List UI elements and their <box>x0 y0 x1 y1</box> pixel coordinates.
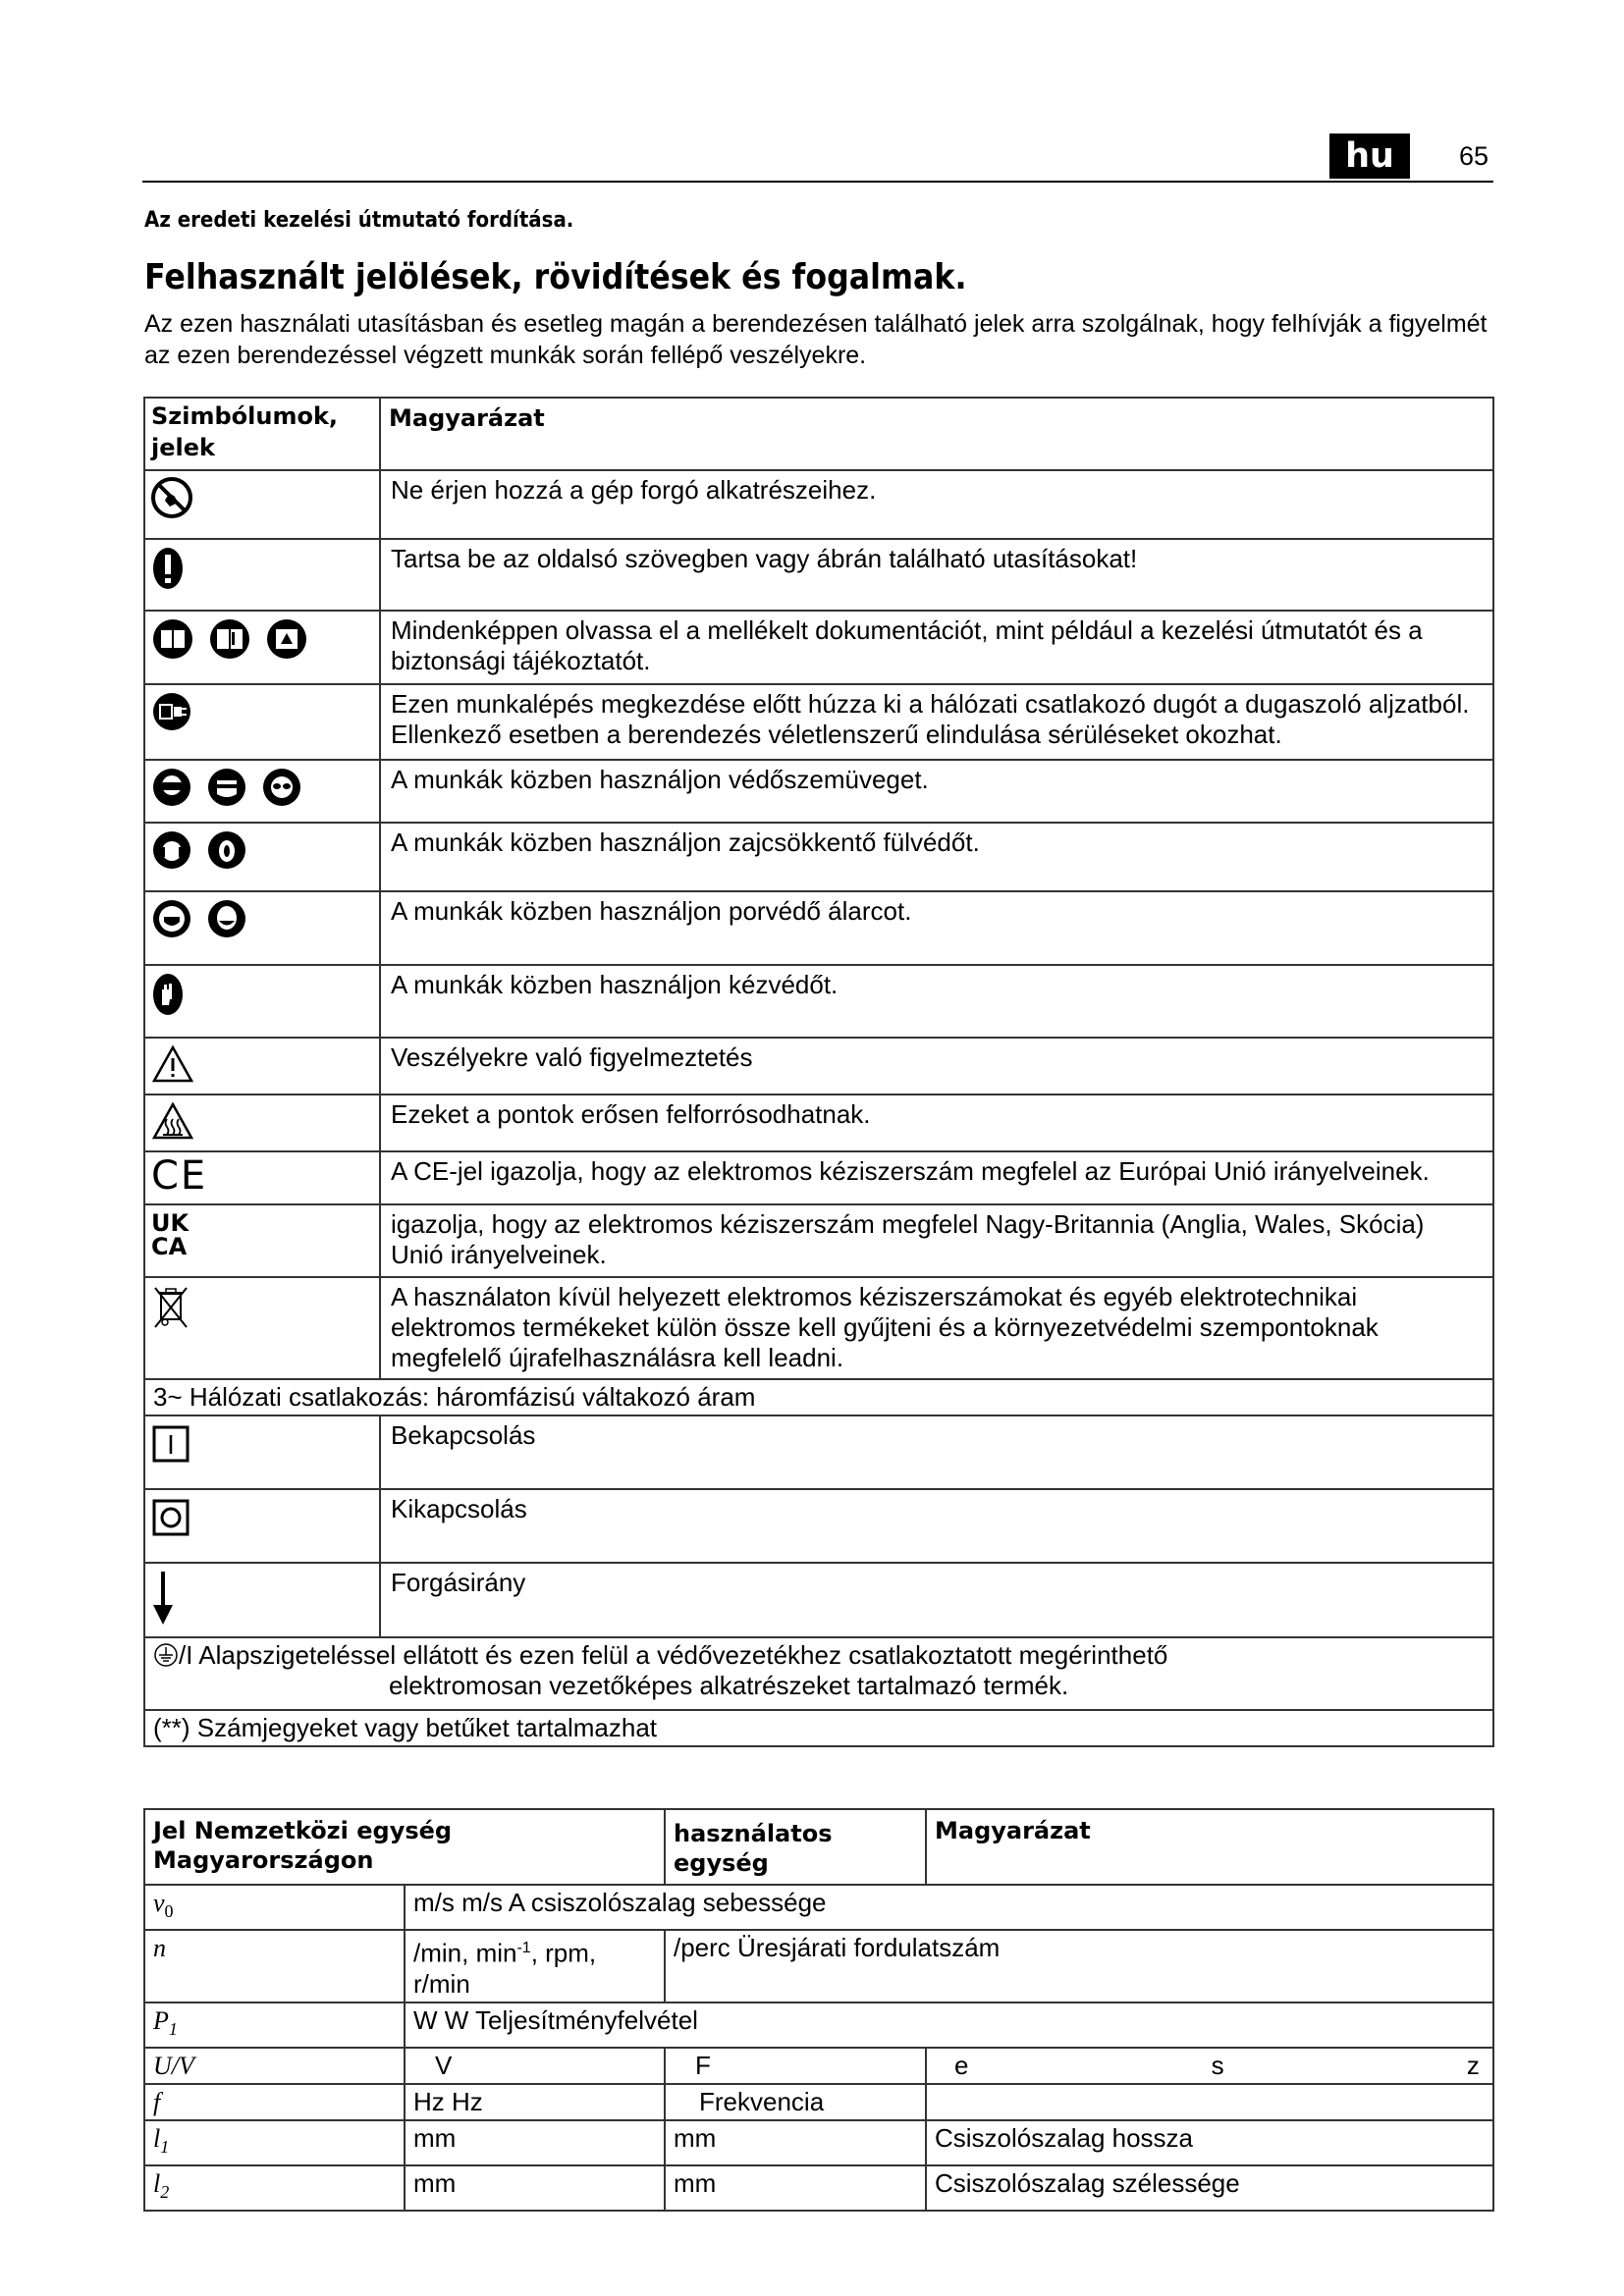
unit-text: /perc Üresjárati fordulatszám <box>665 1930 1493 2002</box>
units-header-local: használatos egység <box>665 1809 926 1885</box>
unit-text: e s z <box>926 2048 1493 2084</box>
dust-mask-icon <box>151 898 192 939</box>
language-badge: hu <box>1329 133 1410 179</box>
unit-symbol: f <box>144 2084 405 2120</box>
switch-on-label: I <box>167 1431 175 1461</box>
symbol-row-text: A CE-jel igazolja, hogy az elektromos kéziszerszám megfelel az Európai Unió irányelveinek. <box>380 1151 1493 1204</box>
protective-earth-row <box>144 1637 1493 1710</box>
no-touch-rotating-parts-icon <box>151 477 192 518</box>
symbol-row-text: A munkák közben használjon zajcsökkentő fülvédőt. <box>380 823 1493 891</box>
units-row <box>144 2120 1493 2165</box>
unit-symbol: n <box>144 1930 405 2002</box>
unit-text: Csiszolószalag hossza <box>926 2120 1493 2165</box>
ce-mark-icon: CE <box>151 1153 208 1199</box>
hot-surface-icon <box>151 1101 194 1141</box>
footnote-row: (**) Számjegyeket vagy betűket tartalmazhat <box>144 1710 1493 1746</box>
units-row <box>144 2048 1493 2084</box>
ukca-mark-bottom: CA <box>151 1233 188 1260</box>
read-manual-icon <box>151 617 194 661</box>
protective-earth-icon <box>153 1642 179 1668</box>
symbol-row-text: A munkák közben használjon porvédő álarcot. <box>380 891 1493 965</box>
unit-text: mm <box>665 2120 926 2165</box>
unit-text: Csiszolószalag szélessége <box>926 2165 1493 2211</box>
gloves-icon <box>151 972 185 1017</box>
symbol-row-text: Ne érjen hozzá a gép forgó alkatrészeihez. <box>380 470 1493 539</box>
switch-on-icon <box>151 1422 190 1464</box>
unit-text: mm <box>405 2165 665 2211</box>
unit-text: V <box>405 2048 665 2084</box>
units-row <box>144 2084 1493 2120</box>
symbol-row-text: Forgásirány <box>380 1563 1493 1637</box>
explanation-col-header: Magyarázat <box>380 398 1493 470</box>
symbol-row-text: A használaton kívül helyezett elektromos kéziszerszámokat és egyéb elektrotechnikai elektromos termékeket külön össze kell gyűjteni és a környezetvédelmi szempontoknak megfelelő újrafelhasználásra kell leadni. <box>380 1277 1493 1379</box>
ukca-mark-icon <box>151 1207 373 1258</box>
unit-text: mm <box>405 2120 665 2165</box>
page-title: Felhasznált jelölések, rövidítések és fogalmak. <box>144 257 967 297</box>
symbol-row-text: Ezen munkalépés megkezdése előtt húzza ki a hálózati csatlakozó dugót a dugaszoló aljzatból. Ellenkező esetben a berendezés véletlenszerű elindulása sérüléseket okozhat. <box>380 684 1493 760</box>
page-number: 65 <box>1459 141 1489 171</box>
symbol-row-text: Tartsa be az oldalsó szövegben vagy ábrán található utasításokat! <box>380 539 1493 611</box>
unit-symbol: $P_1$ <box>144 2002 405 2048</box>
unit-text <box>926 2084 1493 2120</box>
warning-triangle-icon <box>151 1044 194 1084</box>
rotation-direction-arrow-icon <box>151 1570 175 1627</box>
symbol-table <box>143 397 1494 1747</box>
respirator-icon <box>206 898 247 939</box>
face-shield-icon <box>206 767 247 808</box>
intro-paragraph: Az ezen használati utasításban és esetleg magán a berendezésen található jelek arra szolgálnak, hogy felhívják a figyelmét az ezen berendezéssel végzett munkák során fellépő veszélyekre. <box>144 310 1488 369</box>
ukca-mark-top: UK <box>151 1209 189 1237</box>
units-table <box>143 1808 1494 2212</box>
symbol-row-text: A munkák közben használjon kézvédőt. <box>380 965 1493 1038</box>
units-header-explanation: Magyarázat <box>926 1809 1493 1885</box>
symbol-row-text: igazolja, hogy az elektromos kéziszerszám megfelel Nagy-Britannia (Anglia, Wales, Skócia) Unió irányelveinek. <box>380 1204 1493 1277</box>
symbol-row-text: Veszélyekre való figyelmeztetés <box>380 1038 1493 1095</box>
translation-note: Az eredeti kezelési útmutató fordítása. <box>144 208 574 233</box>
unit-symbol: $l_2$ <box>144 2165 405 2211</box>
weee-bin-icon <box>151 1284 190 1331</box>
symbol-row-text: A munkák közben használjon védőszemüveget. <box>380 760 1493 823</box>
insulation-text-line2: elektromosan vezetőképes alkatrészeket tartalmazó termék. <box>389 1671 1069 1700</box>
unit-text: mm <box>665 2165 926 2211</box>
insulation-text-line1: /I Alapszigeteléssel ellátott és ezen felül a védővezetékhez csatlakoztatott megérinthető <box>179 1640 1168 1670</box>
unit-text: Frekvencia <box>665 2084 926 2120</box>
safety-info-icon <box>265 617 308 661</box>
ear-muffs-icon <box>151 829 192 871</box>
unit-symbol: U/V <box>144 2048 405 2084</box>
unplug-icon <box>151 691 192 732</box>
units-header-international: Jel Nemzetközi egység Magyarországon <box>144 1809 665 1885</box>
mandatory-action-icon <box>151 546 185 591</box>
header-rule <box>142 181 1493 183</box>
units-row <box>144 2002 1493 2048</box>
symbol-row-text: Bekapcsolás <box>380 1415 1493 1489</box>
unit-text: /min, $\min^{-1}$, rpm, r/min <box>405 1930 665 2002</box>
symbol-col-header: Szimbólumok, jelek <box>144 398 380 470</box>
symbol-row-text: Kikapcsolás <box>380 1489 1493 1563</box>
unit-text: Hz Hz <box>405 2084 665 2120</box>
safety-glasses-icon <box>261 767 302 808</box>
unit-text: F <box>665 2048 926 2084</box>
unit-symbol: $v_0$ <box>144 1885 405 1930</box>
units-row <box>144 2165 1493 2211</box>
three-phase-row: 3~ Hálózati csatlakozás: háromfázisú váltakozó áram <box>144 1379 1493 1415</box>
symbol-row-text: Mindenképpen olvassa el a mellékelt dokumentációt, mint például a kezelési útmutatót és a biztonsági tájékoztatót. <box>380 611 1493 684</box>
unit-symbol: $l_1$ <box>144 2120 405 2165</box>
unit-text: W W Teljesítményfelvétel <box>405 2002 1493 2048</box>
info-book-icon <box>208 617 251 661</box>
ear-protection-icon <box>206 829 247 871</box>
goggles-icon <box>151 767 192 808</box>
unit-text: m/s m/s A csiszolószalag sebessége <box>405 1885 1493 1930</box>
symbol-row-text: Ezeket a pontok erősen felforrósodhatnak. <box>380 1095 1493 1151</box>
units-row <box>144 1885 1493 1930</box>
units-row <box>144 1930 1493 2002</box>
switch-off-icon <box>151 1496 190 1537</box>
